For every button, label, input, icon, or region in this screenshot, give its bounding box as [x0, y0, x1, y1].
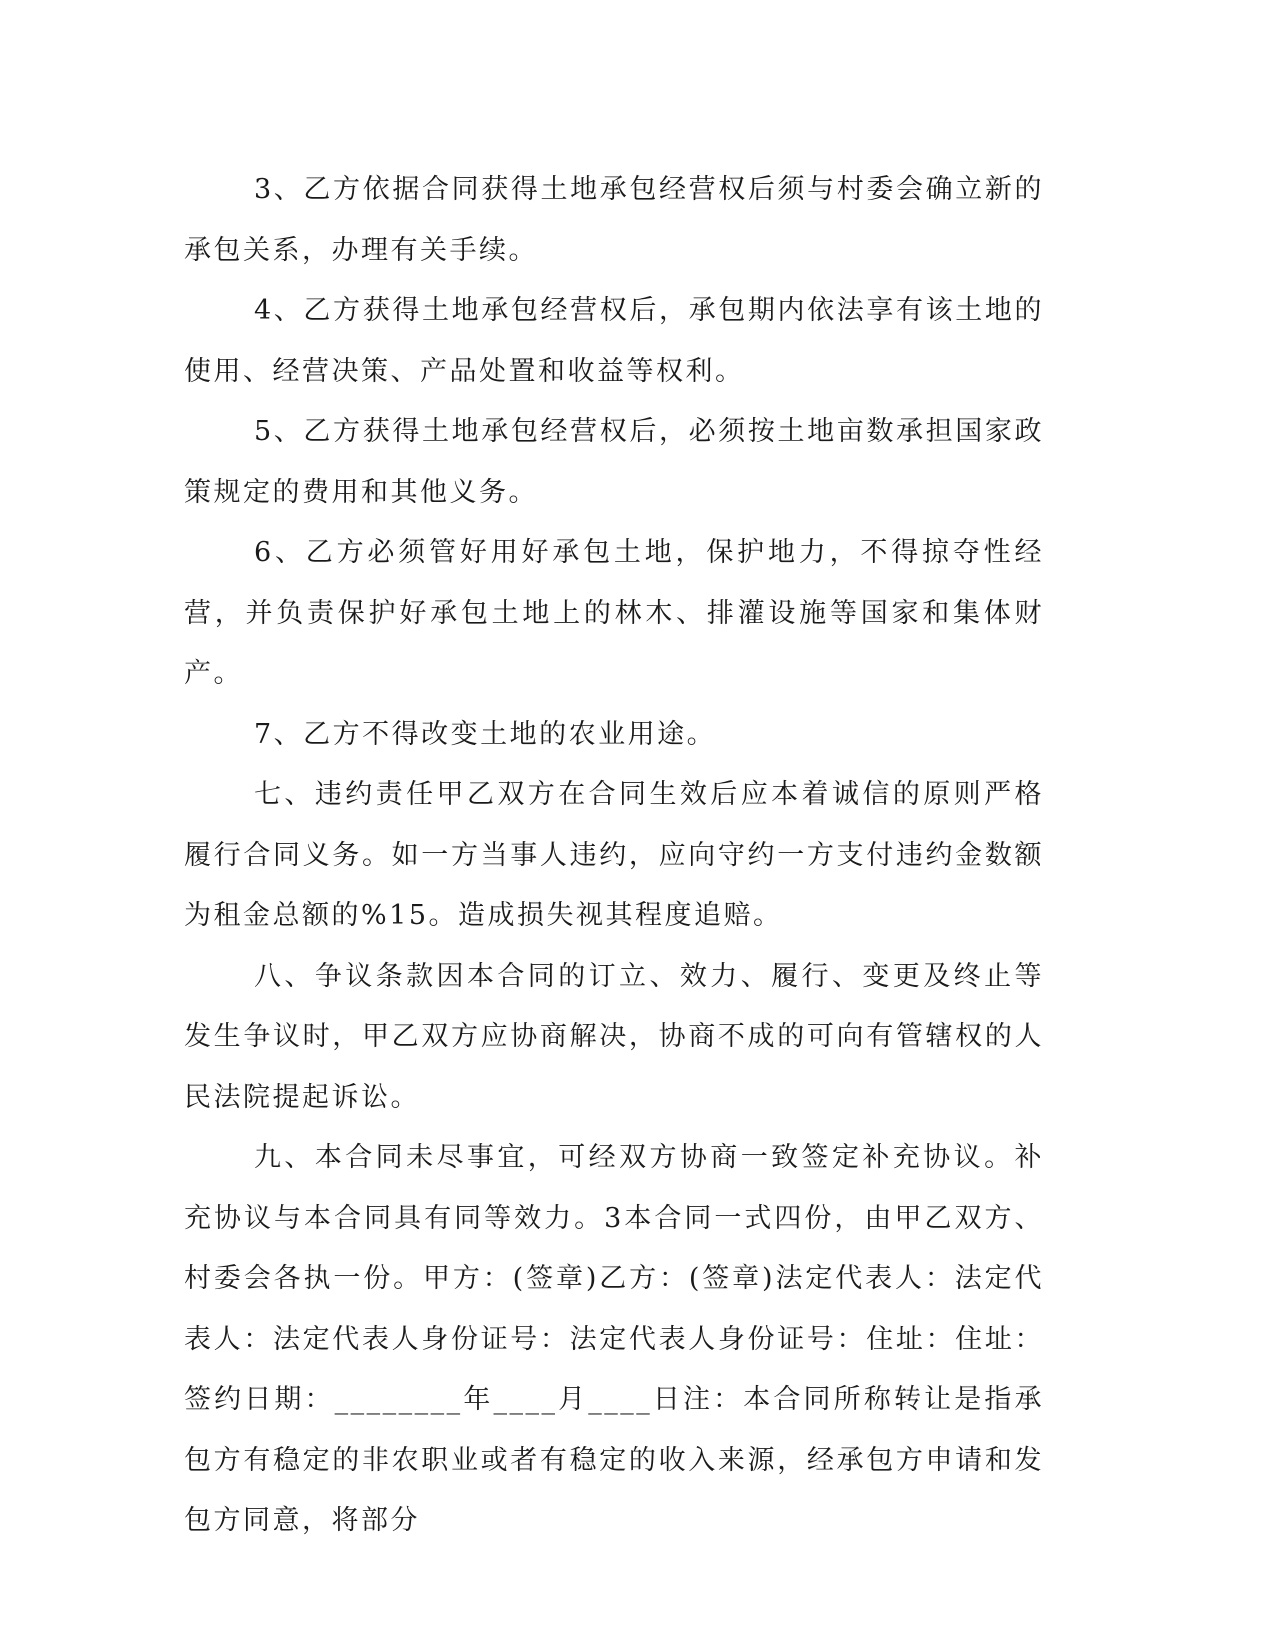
clause-6-paragraph: 6、乙方必须管好用好承包土地，保护地力，不得掠夺性经营，并负责保护好承包土地上的林木、排灌设施等国家和集体财产。	[184, 537, 1044, 689]
clause-7-paragraph: 7、乙方不得改变土地的农业用途。	[254, 718, 717, 750]
miscellaneous-signature-paragraph: 九、本合同未尽事宜，可经双方协商一致签定补充协议。补充协议与本合同具有同等效力。3本合同一式四份，由甲乙双方、村委会各执一份。甲方：(签章)乙方：(签章)法定代表人：法定代表人：法定代表人身份证号：法定代表人身份证号：住址：住址：签约日期：________年____月____日注：本合同所称转让是指承包方有稳定的非农职业或者有稳定的收入来源，经承包方申请和发包方同意，将部分	[184, 1142, 1044, 1536]
clause-5-paragraph: 5、乙方获得土地承包经营权后，必须按土地亩数承担国家政策规定的费用和其他义务。	[184, 416, 1044, 508]
document-body	[184, 160, 1044, 1552]
clause-4-paragraph: 4、乙方获得土地承包经营权后，承包期内依法享有该土地的使用、经营决策、产品处置和收益等权利。	[184, 295, 1044, 387]
dispute-clause-paragraph: 八、争议条款因本合同的订立、效力、履行、变更及终止等发生争议时，甲乙双方应协商解决，协商不成的可向有管辖权的人民法院提起诉讼。	[184, 960, 1044, 1113]
clause-3-paragraph: 3、乙方依据合同获得土地承包经营权后须与村委会确立新的承包关系，办理有关手续。	[184, 174, 1044, 266]
breach-liability-paragraph: 七、违约责任甲乙双方在合同生效后应本着诚信的原则严格履行合同义务。如一方当事人违约，应向守约一方支付违约金数额为租金总额的%15。造成损失视其程度追赔。	[184, 779, 1044, 931]
